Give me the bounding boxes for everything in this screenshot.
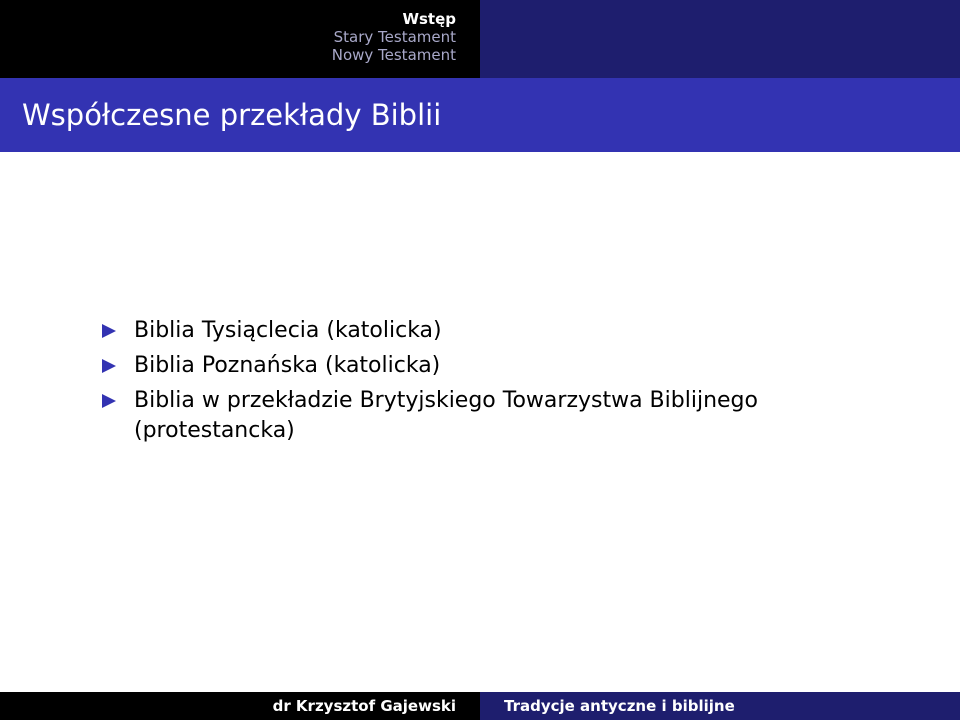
list-item <box>100 351 860 381</box>
list-item <box>100 316 860 346</box>
nav-section-stary-testament[interactable]: Stary Testament <box>333 28 456 46</box>
subsection-navigation <box>480 0 960 78</box>
triangle-bullet-icon <box>102 394 116 408</box>
list-item-text: Biblia w przekładzie Brytyjskiego Towarzystwa Biblijnego (protestancka) <box>134 388 758 443</box>
frame-title: Współczesne przekłady Biblii <box>22 98 442 132</box>
list-item <box>100 386 860 446</box>
footer-title: Tradycje antyczne i biblijne <box>504 697 735 715</box>
list-item-text: Biblia Tysiąclecia (katolicka) <box>134 318 442 343</box>
list-item-text: Biblia Poznańska (katolicka) <box>134 353 441 378</box>
footer-bar <box>0 692 960 720</box>
frame-title-bar <box>0 78 960 152</box>
nav-section-wstep[interactable]: Wstęp <box>402 10 456 28</box>
footer-title-box <box>480 692 960 720</box>
section-navigation <box>0 0 480 78</box>
footer-author-box <box>0 692 480 720</box>
triangle-bullet-icon <box>102 324 116 338</box>
footer-author: dr Krzysztof Gajewski <box>272 697 456 715</box>
headline-bar <box>0 0 960 78</box>
triangle-bullet-icon <box>102 359 116 373</box>
nav-section-nowy-testament[interactable]: Nowy Testament <box>331 46 456 64</box>
slide-content <box>100 316 860 451</box>
